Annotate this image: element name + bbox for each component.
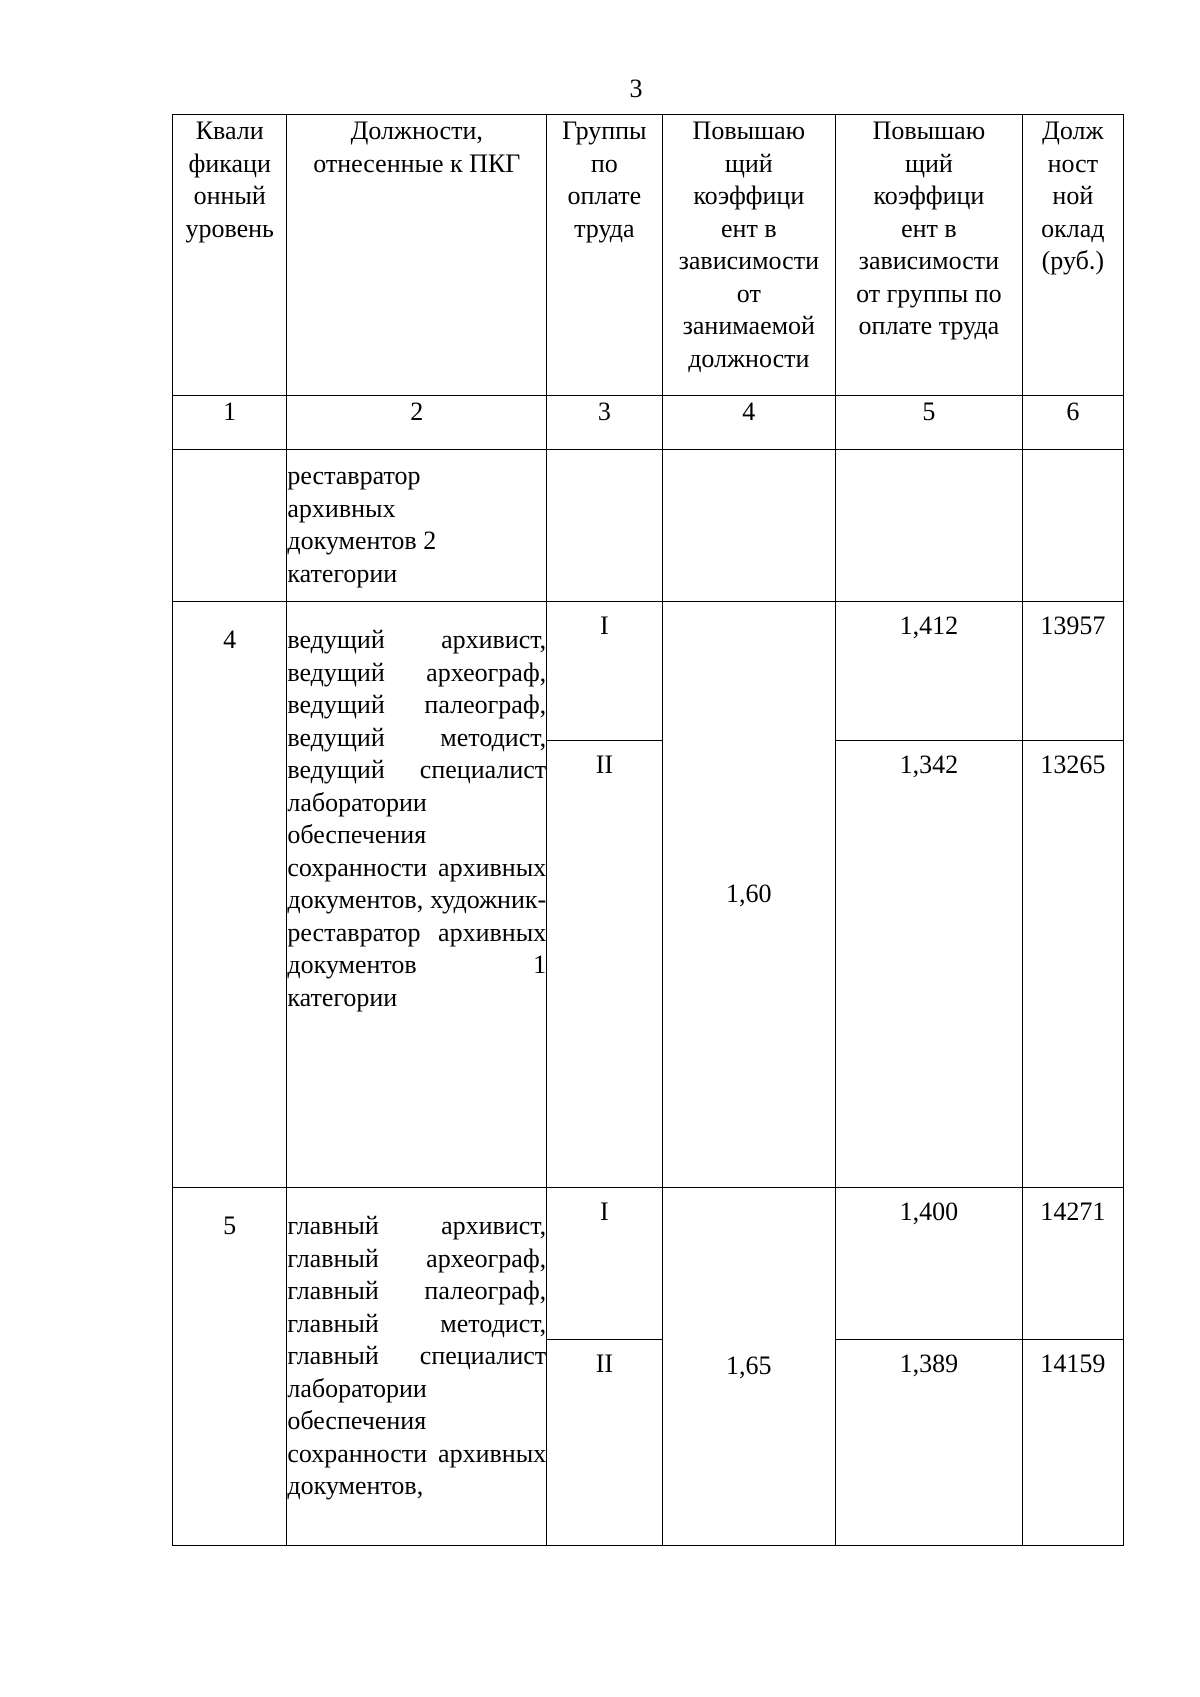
column-number: 4	[662, 396, 836, 450]
empty-cell	[1022, 450, 1123, 602]
salary-cell: 14271	[1022, 1188, 1123, 1340]
column-number: 1	[173, 396, 287, 450]
column-number: 2	[287, 396, 547, 450]
empty-cell	[173, 450, 287, 602]
group-coefficient-cell: 1,400	[836, 1188, 1023, 1340]
group-coefficient-cell: 1,412	[836, 602, 1023, 741]
empty-cell	[836, 450, 1023, 602]
level-4-row-group-1	[173, 602, 1124, 741]
positions-cell: реставратор архивных документов 2 категории	[287, 450, 547, 602]
column-number: 5	[836, 396, 1023, 450]
header-group-coefficient: Повышаю щий коэффици ент в зависимости от группы по оплате труда	[836, 115, 1023, 396]
empty-cell	[662, 450, 836, 602]
table-header-row	[173, 115, 1124, 396]
pay-group-cell: II	[547, 1340, 662, 1546]
pay-group-cell: II	[547, 741, 662, 1188]
pay-group-cell: I	[547, 602, 662, 741]
position-coefficient-cell: 1,60	[662, 602, 836, 1188]
column-number: 6	[1022, 396, 1123, 450]
position-coefficient-cell: 1,65	[662, 1188, 836, 1546]
continuation-row	[173, 450, 1124, 602]
header-pay-groups: Группы по оплате труда	[547, 115, 662, 396]
salary-cell: 13265	[1022, 741, 1123, 1188]
positions-cell: главный архивист, главный археограф, главный палеограф, главный методист, главный специалист лаборатории обеспечения сохранности архивных документов,	[287, 1188, 547, 1546]
salary-cell: 14159	[1022, 1340, 1123, 1546]
pay-group-cell: I	[547, 1188, 662, 1340]
column-number-row	[173, 396, 1124, 450]
page-number: 3	[629, 74, 643, 103]
qualification-level-cell: 5	[173, 1188, 287, 1546]
positions-cell: ведущий архивист, ведущий археограф, ведущий палеограф, ведущий методист, ведущий специалист лаборатории обеспечения сохранности архивных документов, художник-реставратор архивных документов 1 категории	[287, 602, 547, 1188]
salary-table	[172, 114, 1124, 1546]
header-qualification-level: Квали фикаци онный уровень	[173, 115, 287, 396]
column-number: 3	[547, 396, 662, 450]
header-position-coefficient: Повышаю щий коэффици ент в зависимости от занимаемой должности	[662, 115, 836, 396]
level-5-row-group-1	[173, 1188, 1124, 1340]
salary-cell: 13957	[1022, 602, 1123, 741]
group-coefficient-cell: 1,342	[836, 741, 1023, 1188]
header-positions: Должности, отнесенные к ПКГ	[287, 115, 547, 396]
header-salary: Долж ност ной оклад (руб.)	[1022, 115, 1123, 396]
group-coefficient-cell: 1,389	[836, 1340, 1023, 1546]
empty-cell	[547, 450, 662, 602]
qualification-level-cell: 4	[173, 602, 287, 1188]
